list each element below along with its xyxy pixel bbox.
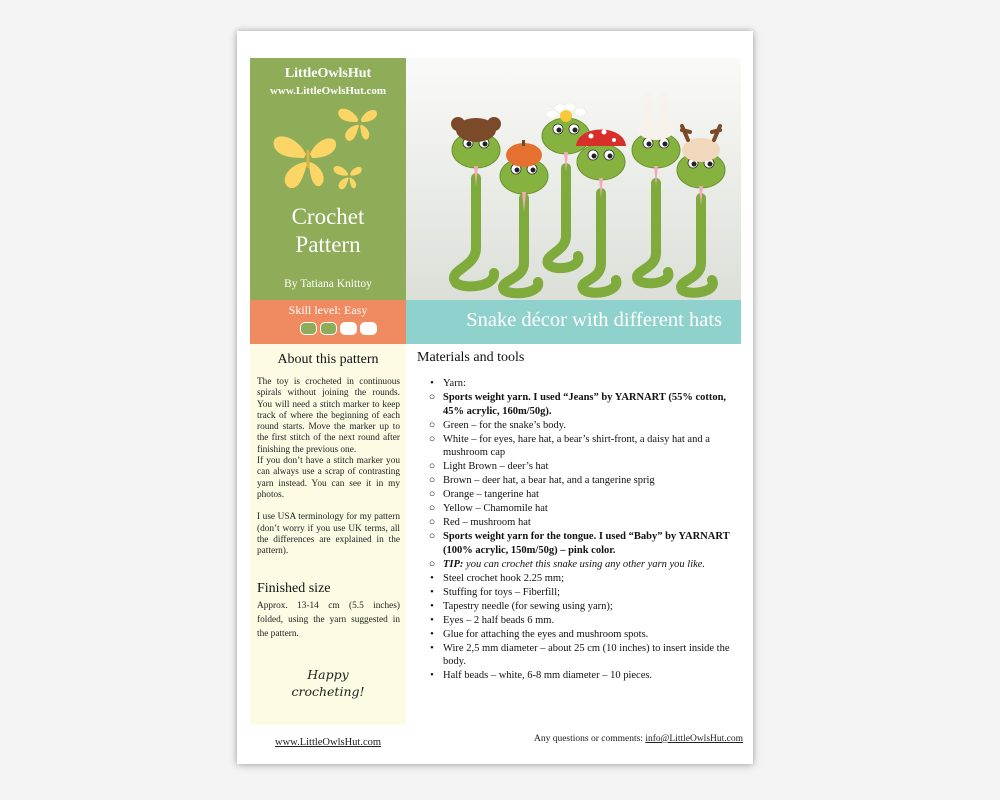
about-paragraph: If you don’t have a stitch marker you can always use a scrap of contrasting yarn instead. You can see it in my photos. <box>257 456 400 500</box>
list-item: ○ Sports weight yarn for the tongue. I used “Baby” by YARNART (100% acrylic, 150m/50g) – pink color. <box>428 531 730 556</box>
butterfly-icon <box>274 136 337 188</box>
list-item: ○ Green – for the snake’s body. <box>428 419 566 431</box>
finished-size-text: Approx. 13-14 cm (5.5 inches) folded, using the yarn suggested in the pattern. <box>257 601 400 639</box>
list-item: ○ Red – mushroom hat <box>428 517 531 529</box>
happy-line-2: crocheting! <box>291 684 365 699</box>
list-item: • Half beads – white, 6-8 mm diameter – 10 pieces. <box>430 670 653 682</box>
skill-pill <box>360 322 377 335</box>
list-item: • Wire 2,5 mm diameter – about 25 cm (10 inches) to insert inside the body. <box>430 642 730 668</box>
skill-pill <box>300 322 317 335</box>
about-text <box>257 377 400 557</box>
tip-item: ○ TIP: you can crochet this snake using any other yarn you like. <box>428 558 706 570</box>
happy-line-1: Happy <box>307 667 349 682</box>
cover-panel <box>250 58 406 300</box>
about-paragraph: I use USA terminology for my pattern (don’t worry if you use UK terms, all the differences are explained in the pattern). <box>257 512 400 557</box>
butterflies-logo <box>264 102 394 202</box>
butterfly-icon <box>338 109 377 141</box>
contact-label: Any questions or comments: <box>533 734 643 744</box>
list-item: • Glue for attaching the eyes and mushroom spots. <box>430 628 649 640</box>
skill-pill <box>340 322 357 335</box>
list-item: ○ Light Brown – deer’s hat <box>428 461 549 473</box>
list-item: ○ White – for eyes, hare hat, a bear’s shirt-front, a daisy hat and a mushroom cap <box>428 433 710 459</box>
pattern-page <box>237 31 753 764</box>
about-paragraph: The toy is crocheted in continuous spirals without joining the rounds. You will need a stitch marker to keep track of where the beginning of each round starts. Move the marker up to the first stitch of the next round after finishing the previous one. <box>257 377 400 455</box>
snakes-photo <box>406 58 741 300</box>
brand-name: LittleOwlsHut <box>284 66 372 81</box>
skill-level-label: Skill level: Easy <box>288 303 368 317</box>
list-item: • Yarn: <box>430 378 466 389</box>
brand-url[interactable]: www.LittleOwlsHut.com <box>269 85 387 97</box>
subtitle-band <box>406 300 741 344</box>
skill-pill <box>320 322 337 335</box>
about-heading: About this pattern <box>277 352 379 367</box>
footer-website-link[interactable]: www.LittleOwlsHut.com <box>275 737 382 748</box>
tip-label: TIP: <box>443 558 464 570</box>
list-item: ○ Yellow – Chamomile hat <box>428 503 548 515</box>
list-item: • Steel crochet hook 2.25 mm; <box>430 572 565 584</box>
title-line-1: Crochet <box>291 204 365 229</box>
finished-size-heading: Finished size <box>257 581 331 596</box>
butterfly-icon <box>334 166 362 189</box>
list-item: ○ Sports weight yarn. I used “Jeans” by YARNART (55% cotton, 45% acrylic, 160m/50g). <box>428 391 727 417</box>
materials-heading: Materials and tools <box>417 350 525 365</box>
list-item: ○ Orange – tangerine hat <box>428 489 539 501</box>
list-item: • Eyes – 2 half beads 6 mm. <box>430 614 555 626</box>
list-item: ○ Brown – deer hat, a bear hat, and a tangerine sprig <box>428 475 655 487</box>
author: By Tatiana Knittoy <box>284 278 372 290</box>
materials-list <box>427 377 745 683</box>
contact-email-link[interactable]: info@LittleOwlsHut.com <box>645 734 743 744</box>
skill-panel <box>250 300 406 344</box>
pattern-subtitle: Snake décor with different hats <box>466 309 722 331</box>
about-panel <box>250 344 406 725</box>
title-line-2: Pattern <box>295 232 361 257</box>
list-item: • Stuffing for toys – Fiberfill; <box>430 586 561 598</box>
footer-contact <box>534 734 743 744</box>
list-item: • Tapestry needle (for sewing using yarn); <box>430 600 613 612</box>
skill-level-indicator <box>300 322 382 335</box>
